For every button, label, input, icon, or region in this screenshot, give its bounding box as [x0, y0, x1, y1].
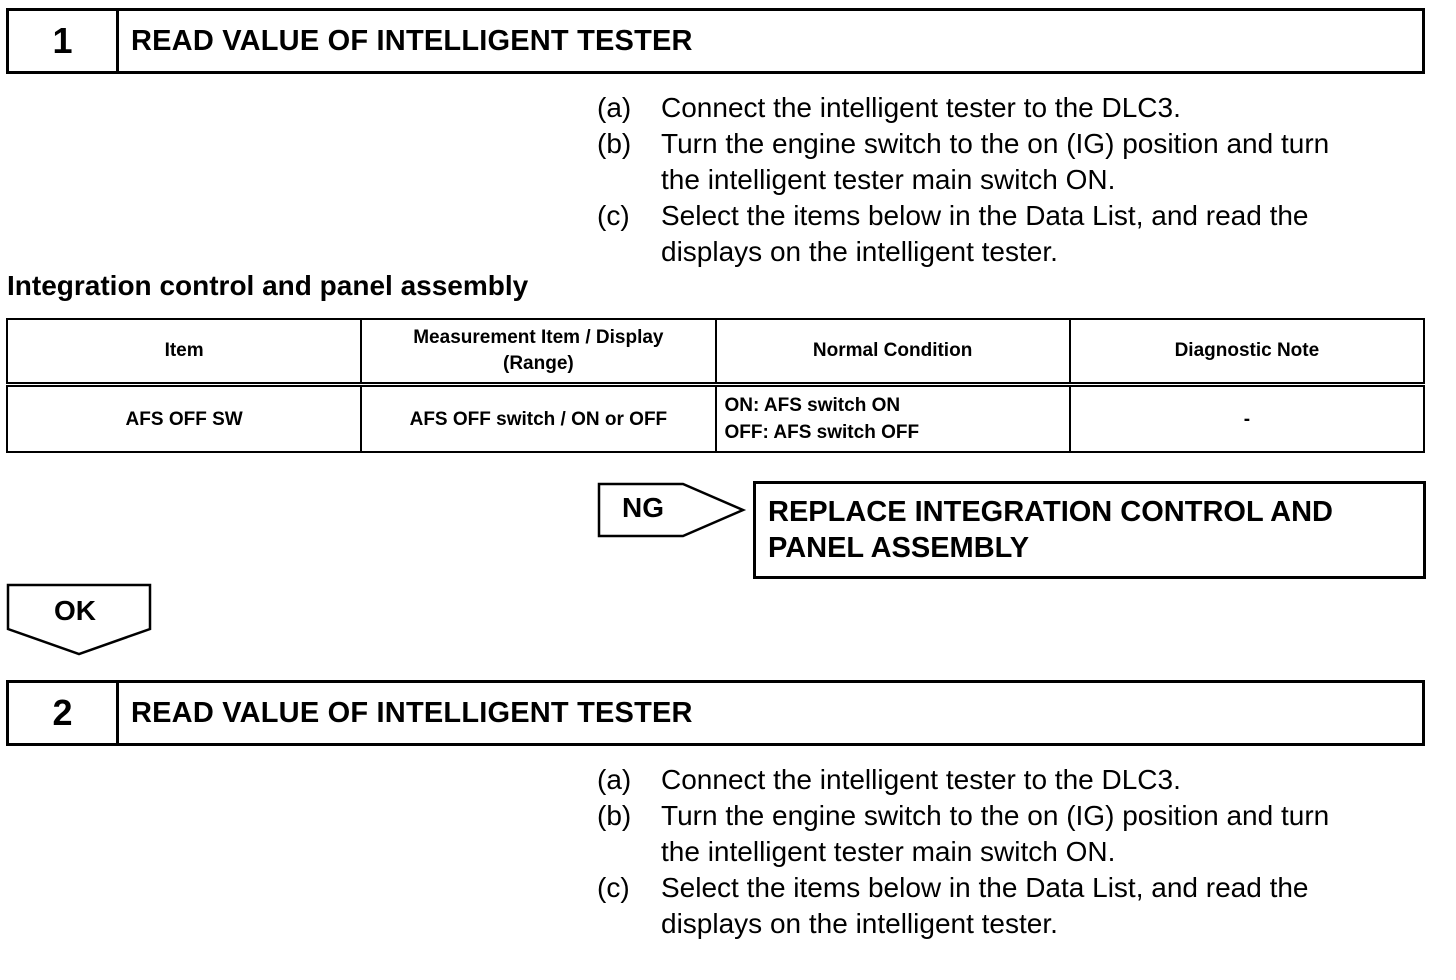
- cell-normal-condition: ON: AFS switch ON OFF: AFS switch OFF: [716, 385, 1070, 453]
- section-title: Integration control and panel assembly: [7, 270, 529, 301]
- instruction-text: Turn the engine switch to the on (IG) position and turn the intelligent tester main switch ON.: [661, 800, 1330, 867]
- instruction-label: (b): [597, 128, 632, 159]
- instruction-item: [597, 762, 1417, 798]
- ng-action-line: PANEL ASSEMBLY: [768, 532, 1030, 564]
- instruction-label: (a): [597, 764, 632, 795]
- instruction-item: [597, 798, 1417, 870]
- step-number: 2: [9, 683, 119, 743]
- cell-diagnostic-note: -: [1070, 385, 1424, 453]
- instruction-label: (c): [597, 872, 630, 903]
- header-item: Item: [7, 319, 361, 385]
- instruction-item: [597, 198, 1417, 270]
- ng-action-line: REPLACE INTEGRATION CONTROL AND: [768, 496, 1333, 528]
- cell-item: AFS OFF SW: [7, 385, 361, 453]
- ng-action-box: [753, 481, 1426, 579]
- instruction-item: [597, 870, 1417, 942]
- ng-label: NG: [622, 492, 664, 523]
- table-row: [7, 385, 1424, 453]
- instruction-text: Select the items below in the Data List, and read the displays on the intelligent tester.: [661, 872, 1309, 939]
- instruction-text: Connect the intelligent tester to the DLC3.: [661, 92, 1181, 123]
- instruction-label: (b): [597, 800, 632, 831]
- step-1-header: [6, 8, 1425, 74]
- cell-measurement: AFS OFF switch / ON or OFF: [361, 385, 715, 453]
- step-title: READ VALUE OF INTELLIGENT TESTER: [131, 696, 693, 729]
- instruction-text: Connect the intelligent tester to the DLC3.: [661, 764, 1181, 795]
- ng-arrow-icon: [597, 482, 747, 538]
- step-2-header: [6, 680, 1425, 746]
- header-diagnostic-note: Diagnostic Note: [1070, 319, 1424, 385]
- step-1-instructions: [597, 90, 1417, 270]
- step-title: READ VALUE OF INTELLIGENT TESTER: [131, 24, 693, 57]
- instruction-label: (c): [597, 200, 630, 231]
- data-list-table: [6, 318, 1425, 453]
- instruction-label: (a): [597, 92, 632, 123]
- instruction-item: [597, 126, 1417, 198]
- instruction-text: Select the items below in the Data List, and read the displays on the intelligent tester.: [661, 200, 1309, 267]
- instruction-item: [597, 90, 1417, 126]
- header-normal-condition: Normal Condition: [716, 319, 1070, 385]
- instruction-text: Turn the engine switch to the on (IG) position and turn the intelligent tester main switch ON.: [661, 128, 1330, 195]
- table-header-row: [7, 319, 1424, 385]
- header-measurement: Measurement Item / Display (Range): [361, 319, 715, 385]
- ok-label: OK: [54, 595, 96, 626]
- step-2-instructions: [597, 762, 1417, 942]
- step-number: 1: [9, 11, 119, 71]
